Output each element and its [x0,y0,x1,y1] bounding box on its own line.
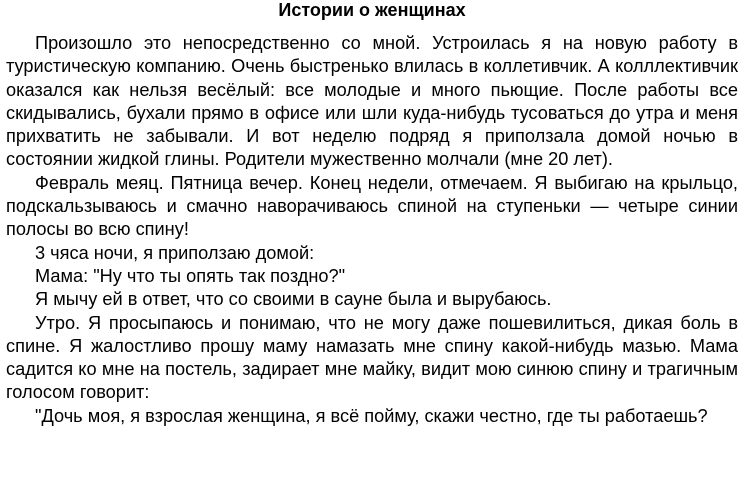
document-page [6,0,738,428]
paragraph-6: Утро. Я просыпаюсь и понимаю, что не могу даже пошевилиться, дикая боль в спине. Я жалостливо прошу маму намазать мне спину какой-нибудь мазью. Мама садится ко мне на постель, задирает мне майку, видит мою синюю спину и трагичным голосом говорит: [6,312,738,403]
story-title: Истории о женщинах [278,0,466,20]
paragraph-2: Февраль меяц. Пятница вечер. Конец недели, отмечаем. Я выбигаю на крыльцо, подскальзываюсь и смачно наворачиваюсь спиной на ступеньки — четыре синии полосы во всю спину! [6,172,738,240]
paragraph-1: Произошло это непосредственно со мной. Устроилась я на новую работу в туристическую компанию. Очень быстренько влилась в коллетивчик. А колллективчик оказался как нельзя весёлый: все молодые и много пьющие. После работы все скидывались, бухали прямо в офисе или шли куда-нибудь тусоваться до утра и меня прихватить не забывали. И вот неделю подряд я приползала домой ночью в состоянии жидкой глины. Родители мужественно молчали (мне 20 лет). [6,33,738,170]
paragraph-5: Я мычу ей в ответ, что со своими в сауне была и вырубаюсь. [35,289,552,310]
paragraph-3: 3 чяса ночи, я приползаю домой: [35,242,315,263]
paragraph-4: Мама: "Ну что ты опять так поздно?" [35,265,346,286]
paragraph-7: "Дочь моя, я взрослая женщина, я всё пойму, скажи честно, где ты работаешь? [35,405,708,426]
